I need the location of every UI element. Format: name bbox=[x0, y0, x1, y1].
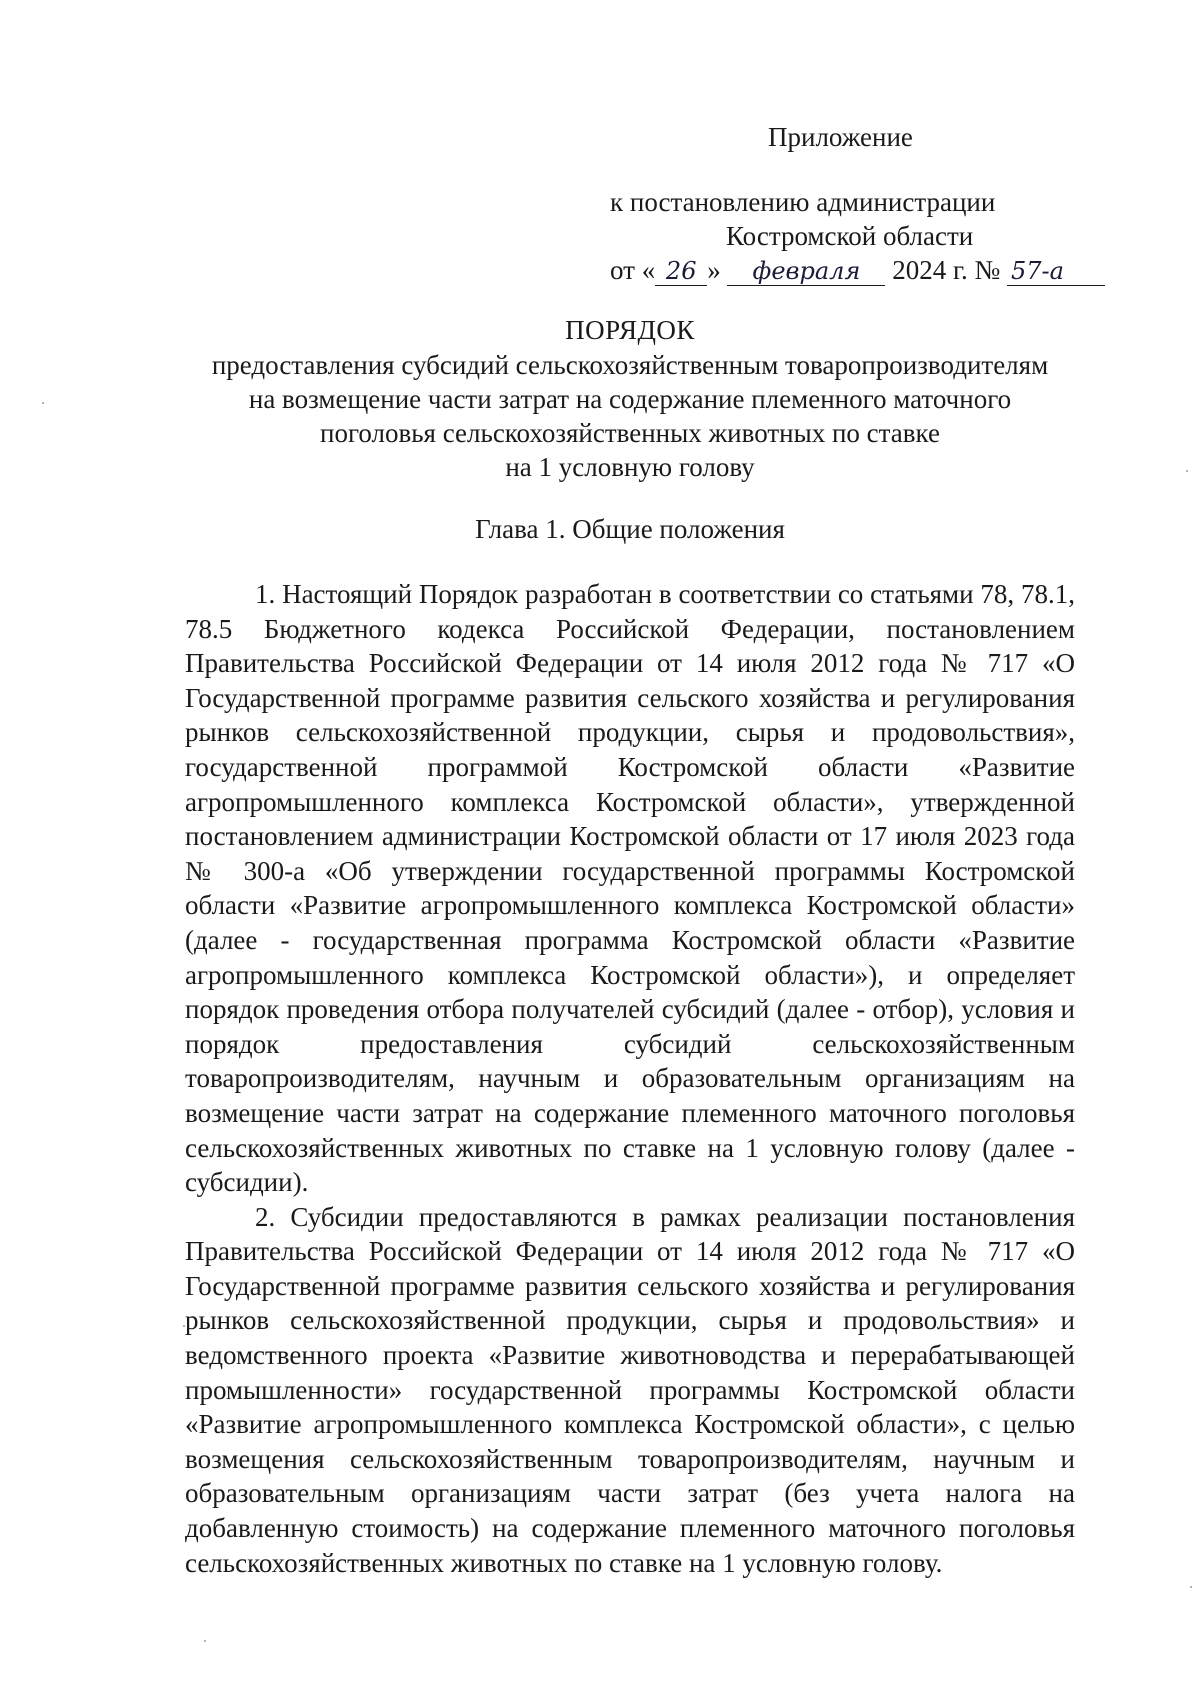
subtitle-line: на 1 условную голову bbox=[505, 452, 755, 482]
date-mid: » bbox=[707, 255, 721, 285]
subtitle-line: поголовья сельскохозяйственных животных по ставке bbox=[320, 418, 940, 448]
appendix-line-1: к постановлению администрации bbox=[610, 187, 996, 217]
subtitle-line: на возмещение части затрат на содержание племенного маточного bbox=[248, 384, 1012, 414]
handwritten-month: февраля bbox=[727, 257, 885, 286]
paragraph-1: 1. Настоящий Порядок разработан в соответствии со статьями 78, 78.1, 78.5 Бюджетного кодекса Российской Федерации, постановлением Правительства Российской Федерации от 14 июля 2012 года № 717 «О Государственной программе развития сельского хозяйства и регулирования рынков сельскохозяйственной продукции, сырья и продовольствия», государственной программой Костромской области «Развитие агропромышленного комплекса Костромской области», утвержденной постановлением администрации Костромской области от 17 июля 2023 года № 300-а «Об утверждении государственной программы Костромской области «Развитие агропромышленного комплекса Костромской области» (далее - государственная программа Костромской области «Развитие агропромышленного комплекса Костромской области»), и определяет порядок проведения отбора получателей субсидий (далее - отбор), условия и порядок предоставления субсидий сельскохозяйственным товаропроизводителям, научным и образовательным организациям на возмещение части затрат на содержание племенного маточного поголовья сельскохозяйственных животных по ставке на 1 условную голову (далее - субсидии). bbox=[185, 579, 1075, 1198]
appendix-reference bbox=[610, 185, 1130, 287]
appendix-line-2: Костромской области bbox=[726, 221, 974, 251]
date-prefix: от « bbox=[610, 255, 656, 285]
paragraph-2: 2. Субсидии предоставляются в рамках реализации постановления Правительства Российской Федерации от 14 июля 2012 года № 717 «О Государственной программе развития сельского хозяйства и регулирования рынков сельскохозяйственной продукции, сырья и продовольствия» и ведомственного проекта «Развитие животноводства и перерабатывающей промышленности» государственной программы Костромской области «Развитие агропромышленного комплекса Костромской области», с целью возмещения сельскохозяйственным товаропроизводителям, научным и образовательным организациям части затрат (без учета налога на добавленную стоимость) на содержание племенного маточного поголовья сельскохозяйственных животных по ставке на 1 условную голову. bbox=[185, 1201, 1075, 1578]
handwritten-number: 57-а bbox=[1007, 257, 1105, 286]
appendix-date-line bbox=[610, 253, 1130, 287]
appendix-label: Приложение bbox=[768, 122, 913, 152]
handwritten-day: 26 bbox=[655, 257, 707, 286]
document-title: ПОРЯДОК bbox=[565, 315, 695, 345]
subtitle-line: предоставления субсидий сельскохозяйственным товаропроизводителям bbox=[211, 350, 1049, 380]
document-heading bbox=[180, 312, 1080, 484]
document-body bbox=[185, 577, 1075, 1580]
chapter-heading: Глава 1. Общие положения bbox=[475, 514, 785, 544]
date-year: 2024 г. № bbox=[892, 255, 1001, 285]
